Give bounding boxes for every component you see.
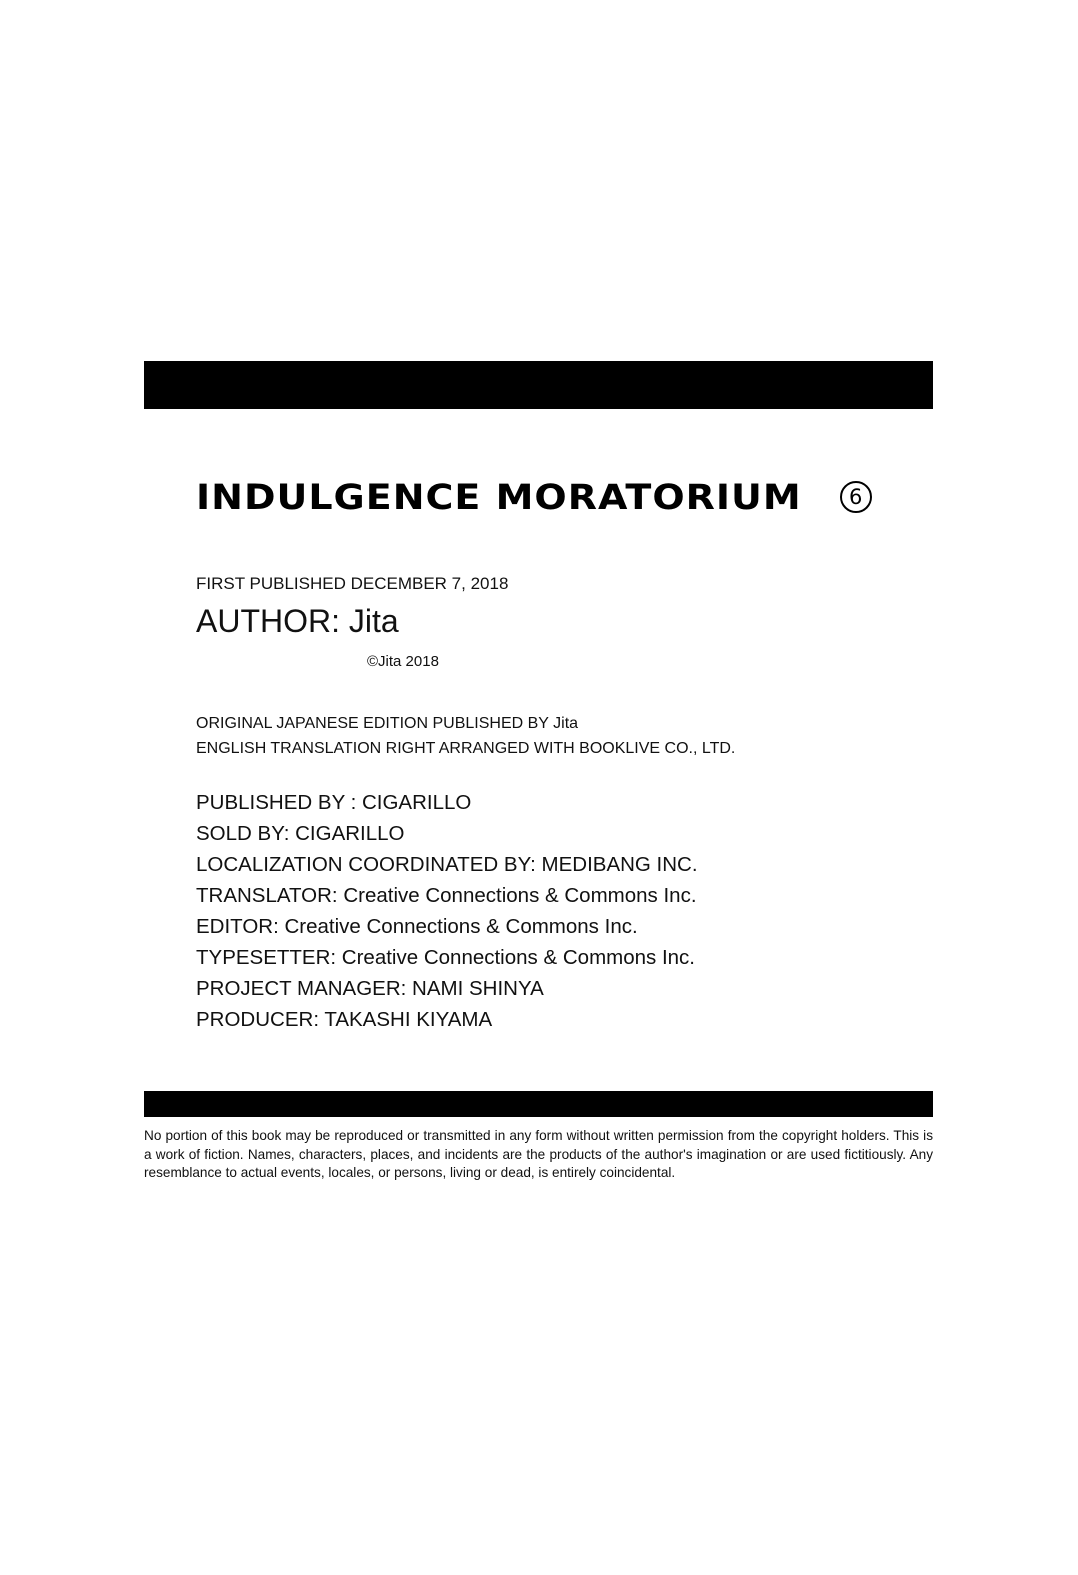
copyright-notice: ©Jita 2018 bbox=[367, 653, 439, 670]
credit-translator: TRANSLATOR: Creative Connections & Commons Inc. bbox=[196, 884, 697, 907]
original-edition-info bbox=[196, 711, 735, 761]
legal-disclaimer: No portion of this book may be reproduced or transmitted in any form without written permission from the copyright holders. This is a work of fiction. Names, characters, places, and incidents are the products of the author's imagination or are used fictitiously. Any resemblance to actual events, locales, or persons, living or dead, is entirely coincidental. bbox=[144, 1128, 933, 1181]
credit-editor: EDITOR: Creative Connections & Commons Inc. bbox=[196, 915, 638, 938]
credit-publisher: PUBLISHED BY : CIGARILLO bbox=[196, 791, 472, 814]
credit-localization: LOCALIZATION COORDINATED BY: MEDIBANG INC. bbox=[196, 853, 698, 876]
credit-project-manager: PROJECT MANAGER: NAMI SHINYA bbox=[196, 977, 544, 1000]
book-title: INDULGENCE MORATORIUM bbox=[196, 476, 802, 518]
bottom-black-bar bbox=[144, 1091, 933, 1117]
author-line: AUTHOR: Jita bbox=[196, 603, 399, 639]
original-edition-line: ORIGINAL JAPANESE EDITION PUBLISHED BY Jita bbox=[196, 715, 579, 732]
volume-number-badge: 6 bbox=[840, 481, 872, 513]
credit-typesetter: TYPESETTER: Creative Connections & Commons Inc. bbox=[196, 946, 696, 969]
top-black-bar bbox=[144, 361, 933, 409]
translation-rights-line: ENGLISH TRANSLATION RIGHT ARRANGED WITH BOOKLIVE CO., LTD. bbox=[196, 740, 736, 757]
credit-seller: SOLD BY: CIGARILLO bbox=[196, 822, 405, 845]
first-published-date: FIRST PUBLISHED DECEMBER 7, 2018 bbox=[196, 574, 509, 593]
credit-producer: PRODUCER: TAKASHI KIYAMA bbox=[196, 1008, 493, 1031]
credits-list bbox=[196, 787, 698, 1035]
title-row bbox=[196, 474, 872, 520]
